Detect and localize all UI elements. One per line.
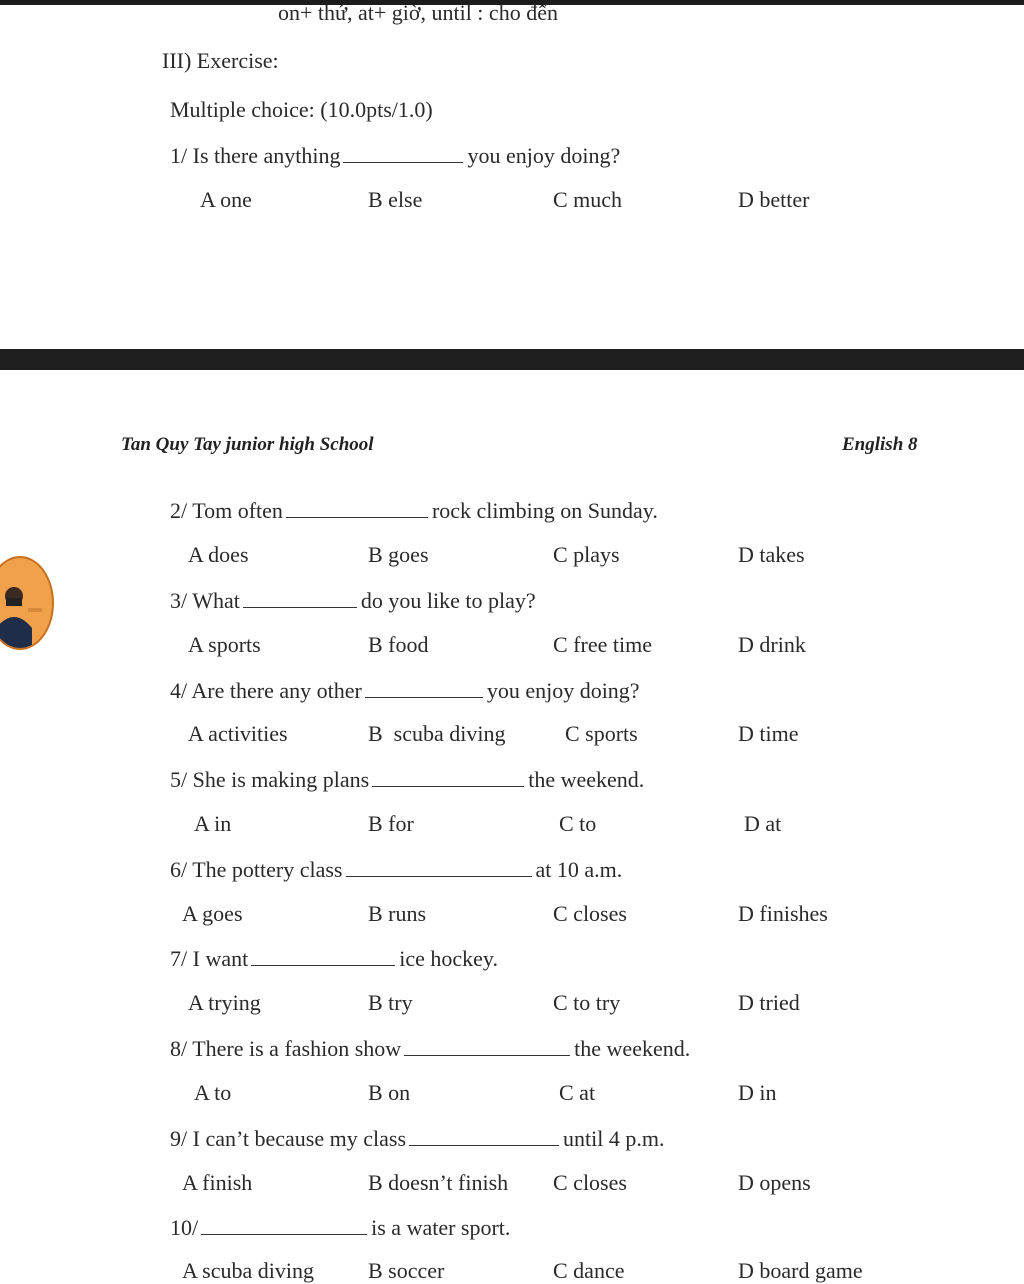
option-6d: D finishes — [738, 901, 828, 926]
answer-blank — [404, 1035, 570, 1056]
top-note: on+ thứ, at+ giờ, until : cho đến — [278, 0, 558, 25]
question-5 — [170, 766, 644, 793]
question-4-text: 4/ Are there any other — [170, 678, 362, 703]
question-8 — [170, 1035, 690, 1062]
option-6a: A goes — [182, 901, 243, 926]
question-10-tail: is a water sport. — [371, 1215, 511, 1240]
question-3-text: 3/ What — [170, 588, 240, 613]
question-10-text: 10/ — [170, 1215, 199, 1240]
question-2-tail: rock climbing on Sunday. — [431, 498, 658, 523]
question-2 — [170, 497, 658, 524]
question-1 — [170, 142, 620, 169]
option-8c: C at — [559, 1080, 596, 1105]
option-9b: B doesn’t finish — [368, 1170, 509, 1195]
option-3c: C free time — [553, 632, 652, 657]
option-10d: D board game — [738, 1258, 863, 1283]
answer-blank — [286, 497, 428, 518]
answer-blank — [243, 587, 357, 608]
option-10c: C dance — [553, 1258, 625, 1283]
answer-blank — [365, 677, 483, 698]
section-title: III) Exercise: — [162, 48, 279, 73]
option-7c: C to try — [553, 990, 621, 1015]
option-10a: A scuba diving — [182, 1258, 314, 1283]
question-6 — [170, 856, 622, 883]
question-3 — [170, 587, 536, 614]
option-4a: A activities — [188, 721, 288, 746]
question-3-tail: do you like to play? — [360, 588, 536, 613]
question-8-tail: the weekend. — [574, 1036, 691, 1061]
answer-blank — [346, 856, 532, 877]
question-1-tail: you enjoy doing? — [467, 143, 621, 168]
option-9a: A finish — [182, 1170, 253, 1195]
question-8-text: 8/ There is a fashion show — [170, 1036, 402, 1061]
question-1-text: 1/ Is there anything — [170, 143, 341, 168]
option-5b: B for — [368, 811, 414, 836]
question-9-text: 9/ I can’t because my class — [170, 1126, 407, 1151]
option-2a: A does — [188, 542, 249, 567]
option-8d: D in — [738, 1080, 777, 1105]
answer-blank — [251, 945, 395, 966]
question-9-tail: until 4 p.m. — [563, 1126, 665, 1151]
option-7d: D tried — [738, 990, 800, 1015]
option-6c: C closes — [553, 901, 627, 926]
question-6-text: 6/ The pottery class — [170, 857, 343, 882]
answer-blank — [409, 1125, 559, 1146]
answer-blank — [201, 1214, 367, 1235]
option-3d: D drink — [738, 632, 806, 657]
option-1b: B else — [368, 187, 423, 212]
option-9c: C closes — [553, 1170, 627, 1195]
person-photo-icon — [0, 558, 52, 648]
question-4-tail: you enjoy doing? — [486, 678, 640, 703]
question-7 — [170, 945, 498, 972]
option-2d: D takes — [738, 542, 805, 567]
option-7a: A trying — [188, 990, 261, 1015]
option-2b: B goes — [368, 542, 429, 567]
subject-name: English 8 — [842, 434, 918, 455]
option-5d: D at — [744, 811, 782, 836]
question-5-text: 5/ She is making plans — [170, 767, 370, 792]
question-7-tail: ice hockey. — [399, 946, 498, 971]
option-10b: B soccer — [368, 1258, 445, 1283]
option-8b: B on — [368, 1080, 411, 1105]
option-4c: C sports — [565, 721, 638, 746]
question-5-tail: the weekend. — [528, 767, 645, 792]
answer-blank — [343, 142, 463, 163]
option-9d: D opens — [738, 1170, 811, 1195]
question-9 — [170, 1125, 664, 1152]
option-6b: B runs — [368, 901, 427, 926]
option-5c: C to — [559, 811, 597, 836]
option-4d: D time — [738, 721, 799, 746]
question-10 — [170, 1214, 510, 1241]
question-7-text: 7/ I want — [170, 946, 249, 971]
option-8a: A to — [194, 1080, 232, 1105]
option-4b: B scuba diving — [368, 721, 506, 746]
option-3a: A sports — [188, 632, 261, 657]
option-2c: C plays — [553, 542, 620, 567]
question-2-text: 2/ Tom often — [170, 498, 283, 523]
instructions: Multiple choice: (10.0pts/1.0) — [170, 97, 433, 122]
question-6-tail: at 10 a.m. — [535, 857, 623, 882]
school-name: Tan Quy Tay junior high School — [121, 434, 374, 455]
page-break-bar — [0, 349, 1024, 370]
question-4 — [170, 677, 640, 704]
option-3b: B food — [368, 632, 429, 657]
option-1a: A one — [200, 187, 252, 212]
avatar — [0, 556, 54, 650]
option-1d: D better — [738, 187, 810, 212]
option-5a: A in — [194, 811, 232, 836]
option-1c: C much — [553, 187, 623, 212]
option-7b: B try — [368, 990, 413, 1015]
answer-blank — [372, 766, 524, 787]
